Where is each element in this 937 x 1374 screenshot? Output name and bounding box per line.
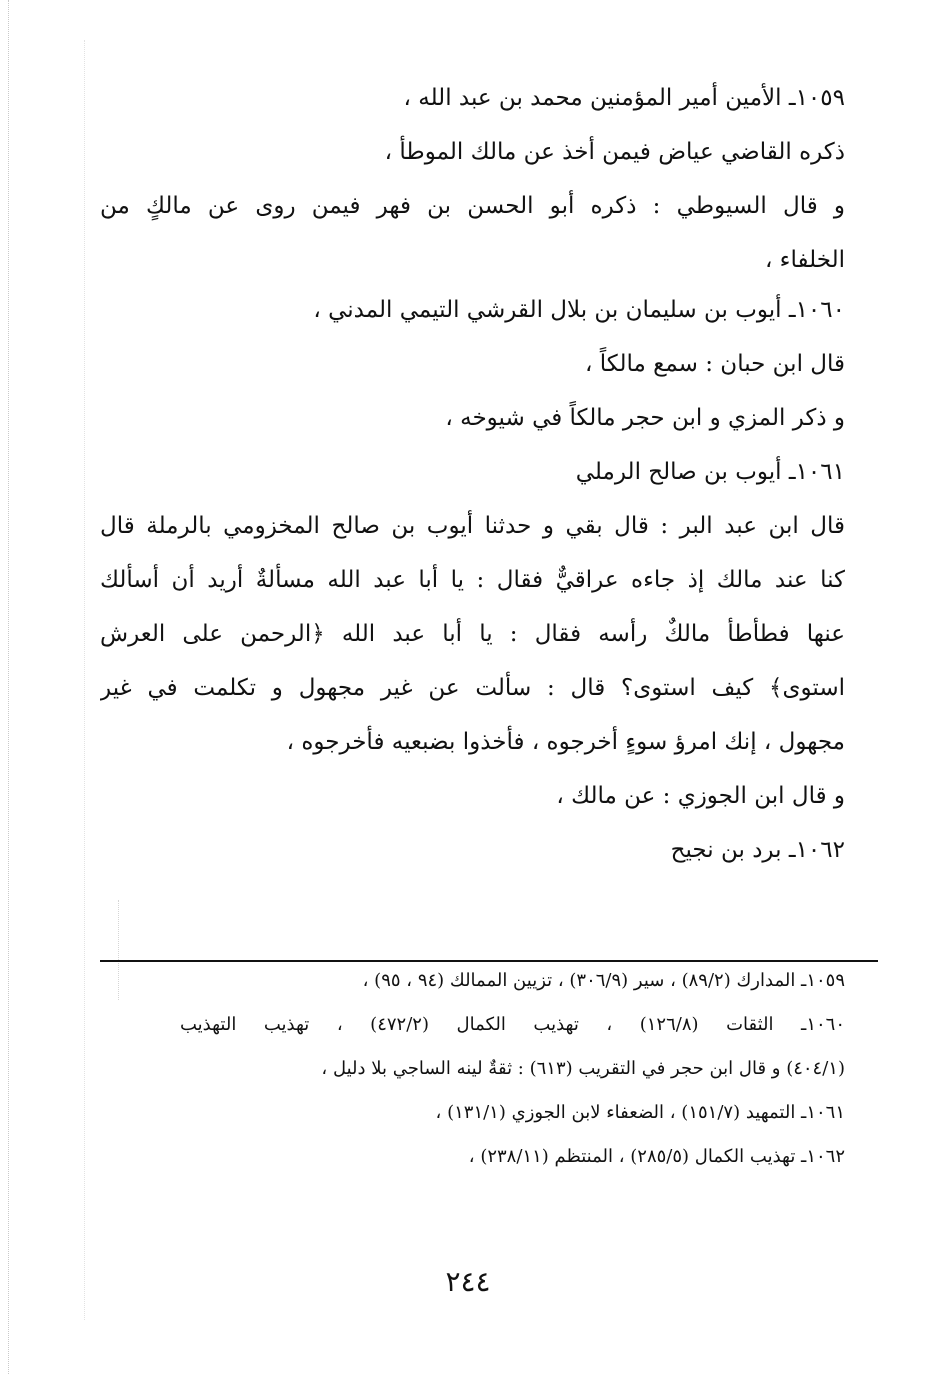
footnote-1060: ١٠٦٠ـ الثقات (١٢٦/٨) ، تهذيب الكمال (٤٧٢/٢) ، تهذيب التهذيب bbox=[180, 1014, 845, 1035]
footnote-1059: ١٠٥٩ـ المدارك (٨٩/٢) ، سير (٣٠٦/٩) ، تزيين الممالك (٩٤ ، ٩٥) ، bbox=[362, 970, 845, 991]
footnotes bbox=[180, 962, 845, 1182]
main-text bbox=[100, 75, 845, 881]
entry-1062-heading: ١٠٦٢ـ برد بن نجيح bbox=[670, 837, 845, 863]
footnote-1062: ١٠٦٢ـ تهذيب الكمال (٢٨٥/٥) ، المنتظم (٢٣٨/١١) ، bbox=[468, 1146, 845, 1167]
scan-edge-left bbox=[8, 0, 9, 1374]
page-number: ٢٤٤ bbox=[445, 1265, 491, 1298]
scan-edge-guide bbox=[84, 40, 85, 1320]
entry-1059-text: و قال السيوطي : ذكره أبو الحسن بن فهر فيمن روى عن مالكٍ من bbox=[100, 193, 845, 219]
entry-1061-text: و قال ابن الجوزي : عن مالك ، bbox=[556, 783, 845, 809]
entry-1060-text: و ذكر المزي و ابن حجر مالكاً في شيوخه ، bbox=[445, 405, 845, 431]
entry-1061-text: عنها فطأطأ مالكٌ رأسه فقال : يا أبا عبد الله ﴿الرحمن على العرش bbox=[100, 621, 845, 647]
entry-1061-text: كنا عند مالك إذ جاءه عراقيٌّ فقال : يا أبا عبد الله مسألةٌ أريد أن أسألك bbox=[100, 567, 845, 593]
footnote-1060-continued: (٤٠٤/١) و قال ابن حجر في التقريب (٦١٣) : ثقةٌ لينه الساجي بلا دليل ، bbox=[321, 1058, 845, 1079]
entry-1059-heading: ١٠٥٩ـ الأمين أمير المؤمنين محمد بن عبد الله ، bbox=[403, 85, 845, 111]
entry-1061-text: مجهول ، إنك امرؤ سوءٍ أخرجوه ، فأخذوا بضبعيه فأخرجوه ، bbox=[286, 729, 845, 755]
entry-1060-heading: ١٠٦٠ـ أيوب بن سليمان بن بلال القرشي التيمي المدني ، bbox=[313, 297, 845, 323]
entry-1061-text: قال ابن عبد البر : قال بقي و حدثنا أيوب بن صالح المخزومي بالرملة قال bbox=[100, 513, 845, 539]
scan-edge-guide-lower bbox=[118, 900, 119, 1000]
entry-1061-heading: ١٠٦١ـ أيوب بن صالح الرملي bbox=[575, 459, 845, 485]
entry-1061-text: استوى﴾ كيف استوى؟ قال : سألت عن غير مجهول و تكلمت في غير bbox=[100, 675, 845, 701]
entry-1059-text: ذكره القاضي عياض فيمن أخذ عن مالك الموطأ ، bbox=[384, 139, 845, 165]
entry-1059-text: الخلفاء ، bbox=[764, 247, 845, 273]
footnote-1061: ١٠٦١ـ التمهيد (١٥١/٧) ، الضعفاء لابن الجوزي (١٣١/١) ، bbox=[435, 1102, 845, 1123]
entry-1060-text: قال ابن حبان : سمع مالكاً ، bbox=[585, 351, 845, 377]
